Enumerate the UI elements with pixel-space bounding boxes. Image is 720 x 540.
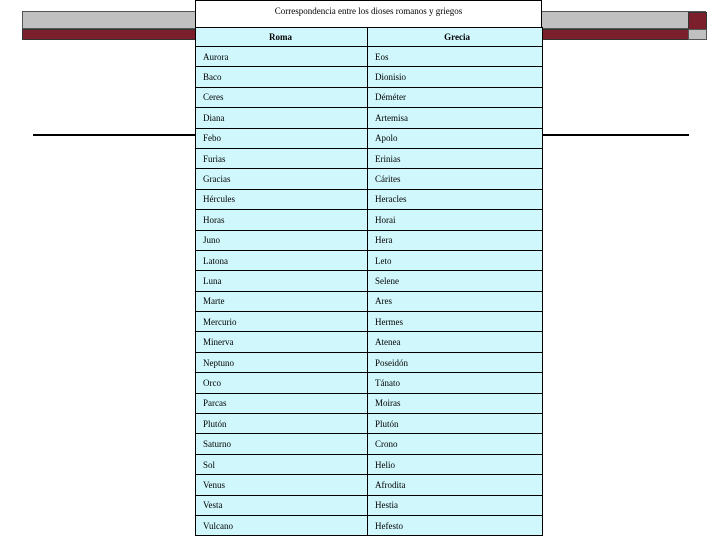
cell-roma: Vesta	[196, 495, 368, 515]
cell-grecia: Horai	[368, 210, 543, 230]
cell-roma: Diana	[196, 108, 368, 128]
cell-roma: Horas	[196, 210, 368, 230]
cell-grecia: Moiras	[368, 393, 543, 413]
cell-grecia: Selene	[368, 271, 543, 291]
cell-roma: Aurora	[196, 47, 368, 67]
cell-roma: Orco	[196, 373, 368, 393]
cell-roma: Mercurio	[196, 312, 368, 332]
cell-roma: Sol	[196, 454, 368, 474]
table-row	[196, 515, 543, 535]
cell-grecia: Hera	[368, 230, 543, 250]
cell-grecia: Heracles	[368, 189, 543, 209]
cell-grecia: Leto	[368, 250, 543, 270]
cell-grecia: Erinias	[368, 148, 543, 168]
cell-grecia: Plutón	[368, 414, 543, 434]
table-row	[196, 373, 543, 393]
cell-roma: Neptuno	[196, 352, 368, 372]
cell-grecia: Afrodita	[368, 475, 543, 495]
column-header-roma: Roma	[196, 28, 368, 47]
cell-grecia: Atenea	[368, 332, 543, 352]
corner-square-gray	[688, 29, 707, 40]
gods-table-block	[195, 0, 542, 536]
cell-roma: Baco	[196, 67, 368, 87]
cell-grecia: Tánato	[368, 373, 543, 393]
cell-roma: Ceres	[196, 87, 368, 107]
table-row	[196, 210, 543, 230]
table-body	[196, 47, 543, 536]
gods-table	[195, 27, 543, 536]
table-row	[196, 495, 543, 515]
cell-grecia: Hestia	[368, 495, 543, 515]
table-row	[196, 312, 543, 332]
table-row	[196, 352, 543, 372]
table-row	[196, 230, 543, 250]
cell-grecia: Déméter	[368, 87, 543, 107]
table-row	[196, 189, 543, 209]
table-row	[196, 332, 543, 352]
table-row	[196, 393, 543, 413]
table-row	[196, 108, 543, 128]
cell-grecia: Dionisio	[368, 67, 543, 87]
table-header-row	[196, 28, 543, 47]
cell-grecia: Poseidón	[368, 352, 543, 372]
table-row	[196, 47, 543, 67]
cell-roma: Furias	[196, 148, 368, 168]
cell-grecia: Apolo	[368, 128, 543, 148]
column-header-grecia: Grecia	[368, 28, 543, 47]
table-row	[196, 148, 543, 168]
table-row	[196, 291, 543, 311]
cell-roma: Hércules	[196, 189, 368, 209]
cell-roma: Venus	[196, 475, 368, 495]
cell-roma: Vulcano	[196, 515, 368, 535]
table-row	[196, 434, 543, 454]
cell-roma: Plutón	[196, 414, 368, 434]
cell-roma: Luna	[196, 271, 368, 291]
table-row	[196, 250, 543, 270]
cell-grecia: Hefesto	[368, 515, 543, 535]
table-row	[196, 67, 543, 87]
table-row	[196, 414, 543, 434]
table-row	[196, 475, 543, 495]
cell-grecia: Eos	[368, 47, 543, 67]
cell-roma: Minerva	[196, 332, 368, 352]
cell-roma: Marte	[196, 291, 368, 311]
cell-grecia: Crono	[368, 434, 543, 454]
cell-grecia: Hermes	[368, 312, 543, 332]
table-row	[196, 454, 543, 474]
cell-roma: Juno	[196, 230, 368, 250]
table-row	[196, 271, 543, 291]
cell-roma: Parcas	[196, 393, 368, 413]
cell-grecia: Cárites	[368, 169, 543, 189]
cell-roma: Gracias	[196, 169, 368, 189]
cell-roma: Saturno	[196, 434, 368, 454]
cell-grecia: Helio	[368, 454, 543, 474]
cell-roma: Febo	[196, 128, 368, 148]
table-row	[196, 169, 543, 189]
table-title: Correspondencia entre los dioses romanos y griegos	[195, 0, 542, 27]
cell-grecia: Artemisa	[368, 108, 543, 128]
table-row	[196, 87, 543, 107]
cell-roma: Latona	[196, 250, 368, 270]
cell-grecia: Ares	[368, 291, 543, 311]
table-row	[196, 128, 543, 148]
